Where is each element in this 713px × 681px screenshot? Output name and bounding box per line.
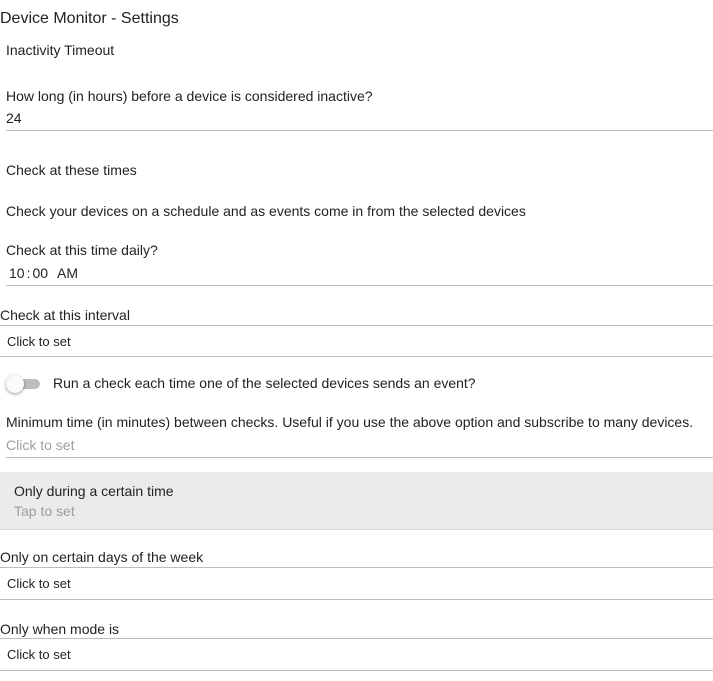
event-check-toggle[interactable] — [6, 377, 40, 391]
daily-time-hour[interactable]: 10 — [9, 265, 25, 281]
inactivity-section-title: Inactivity Timeout — [6, 42, 115, 58]
interval-select[interactable]: Click to set — [7, 334, 71, 349]
days-of-week-select[interactable]: Click to set — [7, 576, 71, 591]
schedule-description: Check your devices on a schedule and as events come in from the selected devices — [6, 203, 526, 219]
toggle-knob — [6, 375, 24, 393]
days-of-week-top-divider — [0, 567, 713, 568]
interval-top-divider — [0, 325, 713, 326]
interval-label: Check at this interval — [0, 307, 130, 323]
daily-time-underline — [6, 285, 713, 286]
inactivity-hours-input[interactable]: 24 — [6, 110, 22, 126]
min-time-label: Minimum time (in minutes) between checks. Useful if you use the above option and subscribe to many devices. — [6, 414, 694, 430]
event-check-toggle-label: Run a check each time one of the selected devices sends an event? — [53, 375, 476, 391]
schedule-section-title: Check at these times — [6, 162, 137, 178]
days-of-week-bottom-divider — [0, 599, 713, 600]
interval-bottom-divider — [0, 356, 713, 357]
min-time-input[interactable]: Click to set — [6, 437, 75, 453]
daily-time-separator: : — [26, 265, 31, 281]
certain-time-subtitle: Tap to set — [14, 503, 75, 519]
mode-top-divider — [0, 638, 713, 639]
min-time-underline — [6, 457, 713, 458]
inactivity-hours-label: How long (in hours) before a device is considered inactive? — [6, 88, 373, 104]
inactivity-hours-underline — [6, 130, 713, 131]
daily-time-minute[interactable]: 00 — [32, 265, 49, 281]
daily-time-ampm[interactable]: AM — [57, 265, 79, 281]
certain-time-title: Only during a certain time — [14, 483, 174, 499]
certain-time-button[interactable] — [0, 472, 713, 530]
days-of-week-label: Only on certain days of the week — [0, 549, 204, 565]
mode-label: Only when mode is — [0, 621, 120, 637]
daily-time-input[interactable] — [9, 265, 78, 281]
page-title: Device Monitor - Settings — [0, 10, 179, 27]
daily-time-label: Check at this time daily? — [6, 242, 158, 258]
mode-select[interactable]: Click to set — [7, 647, 71, 662]
mode-bottom-divider — [0, 670, 713, 671]
